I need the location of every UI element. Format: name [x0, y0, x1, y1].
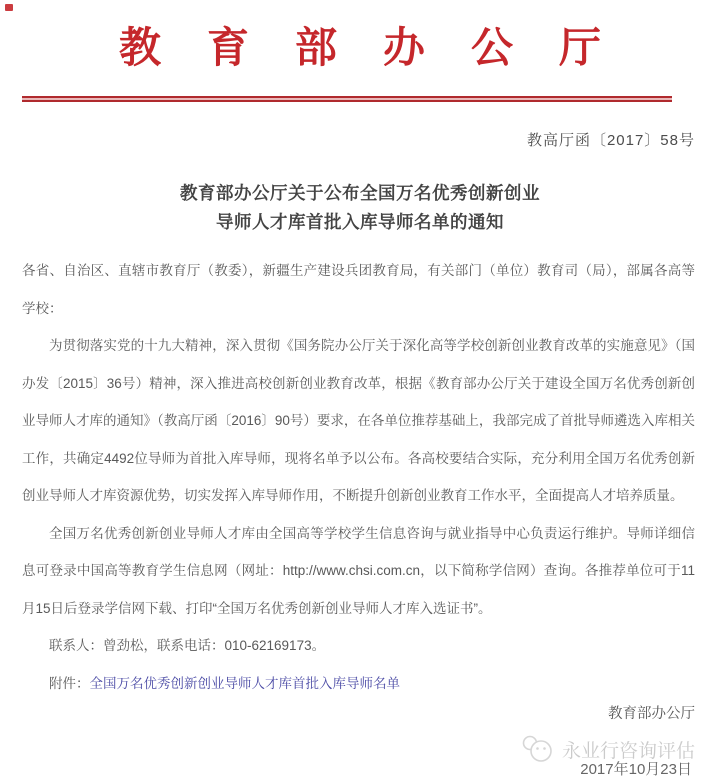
issuer-signature: 教育部办公厅 — [608, 706, 695, 722]
watermark-logo-icon — [520, 733, 557, 765]
salutation: 各省、自治区、直辖市教育厅（教委），新疆生产建设兵团教育局，有关部门（单位）教育司（局），部属各高等学校： — [22, 263, 695, 316]
notice-body — [22, 252, 695, 702]
notice-title-line1: 教育部办公厅关于公布全国万名优秀创新创业 — [180, 183, 540, 203]
agency-letterhead — [0, 22, 720, 76]
attachment-label: 附件： — [49, 675, 90, 691]
agency-letterhead-text: 教育部办公厅 — [118, 26, 647, 72]
document-number: 教高厅函〔2017〕58号 — [526, 132, 695, 149]
attachment-link[interactable]: 全国万名优秀创新创业导师人才库首批入库导师名单 — [89, 675, 400, 691]
attachment-line — [22, 665, 695, 703]
notice-title-line2: 导师人才库首批入库导师名单的通知 — [216, 212, 504, 232]
contact-line: 联系人：曾劲松，联系电话：010-62169173。 — [49, 638, 326, 653]
watermark-text: 永业行咨询评估 — [561, 740, 695, 762]
body-paragraph-2: 全国万名优秀创新创业导师人才库由全国高等学校学生信息咨询与就业指导中心负责运行维护。导师详细信息可登录中国高等教育学生信息网（网址：http://www.chsi.com.cn，以下简称学信网）查询。各推荐单位可于11月15日后登录学信网下载、打印“全国万名优秀创新创业导师人才库入选证书”。 — [22, 525, 695, 616]
body-paragraph-1: 为贯彻落实党的十九大精神，深入贯彻《国务院办公厅关于深化高等学校创新创业教育改革的实施意见》（国办发〔2015〕36号）精神，深入推进高校创新创业教育改革，根据《教育部办公厅关于建设全国万名优秀创新创业导师人才库的通知》（教高厅函〔2016〕90号）要求，在各单位推荐基础上，我部完成了首批导师遴选入库相关工作，共确定4492位导师为首批入库导师，现将名单予以公布。各高校要结合实际，充分利用全国万名优秀创新创业导师人才库资源优势，切实发挥入库导师作用，不断提升创新创业教育工作水平，全面提高人才培养质量。 — [22, 338, 695, 503]
corner-red-mark — [5, 4, 13, 11]
signature-date: 2017年10月23日 — [580, 761, 692, 778]
letterhead-divider-rule — [22, 96, 672, 102]
notice-title — [40, 179, 680, 237]
